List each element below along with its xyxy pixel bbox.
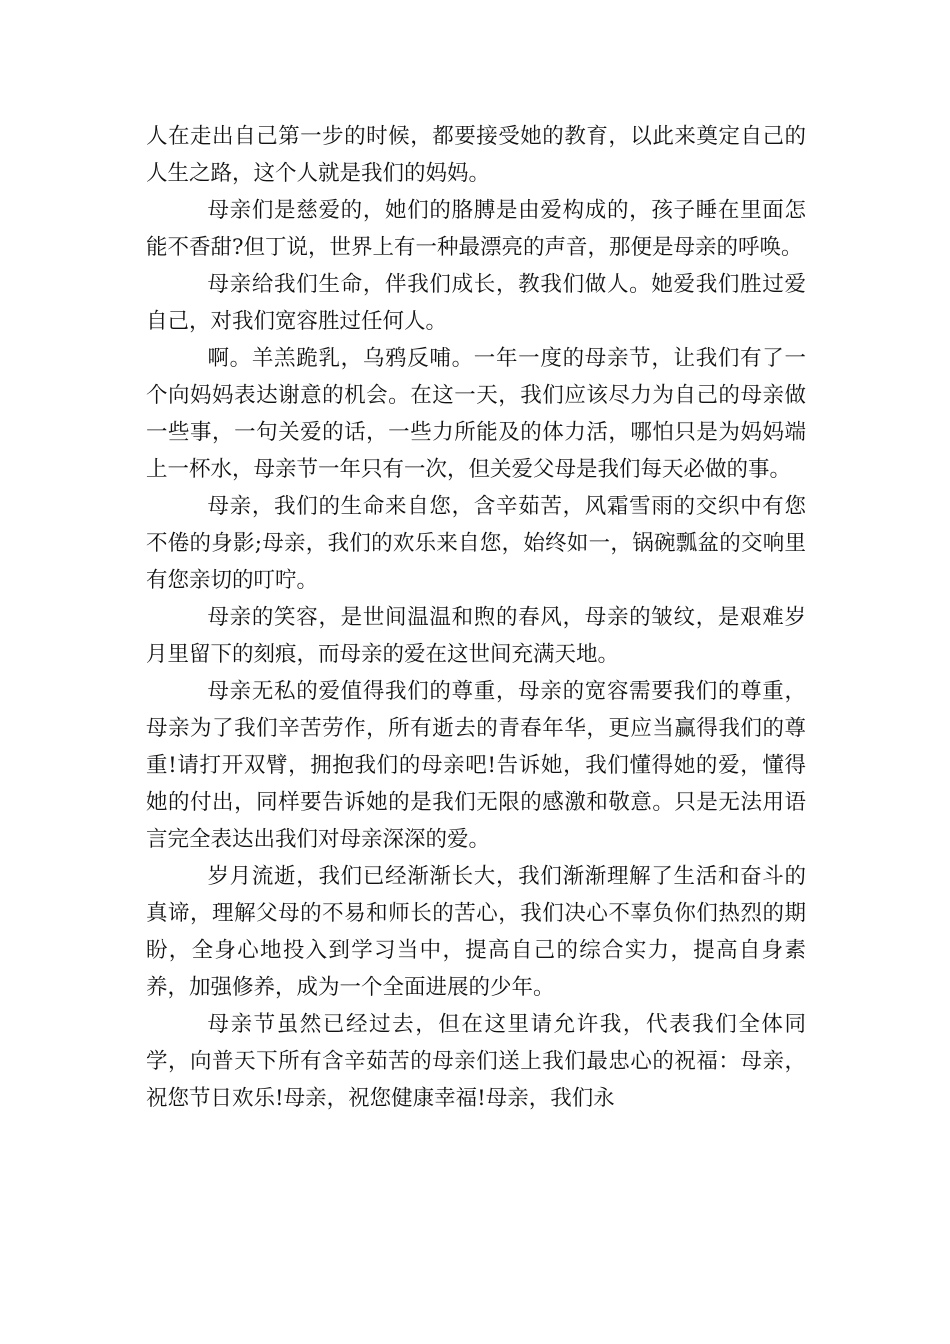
paragraph-6: 母亲的笑容，是世间温温和煦的春风，母亲的皱纹，是艰难岁月里留下的刻痕，而母亲的爱在这世间充满天地。 (146, 605, 806, 667)
paragraph-8: 岁月流逝，我们已经渐渐长大，我们渐渐理解了生活和奋斗的真谛，理解父母的不易和师长的苦心，我们决心不辜负你们热烈的期盼，全身心地投入到学习当中，提高自己的综合实力，提高自身素养，加强修养，成为一个全面进展的少年。 (146, 864, 806, 1000)
paragraph-5: 母亲，我们的生命来自您，含辛茹苦，风霜雪雨的交织中有您不倦的身影;母亲，我们的欢乐来自您，始终如一，锅碗瓢盆的交响里有您亲切的叮咛。 (146, 494, 806, 593)
paragraph-2: 母亲们是慈爱的，她们的胳膊是由爱构成的，孩子睡在里面怎能不香甜?但丁说，世界上有一种最漂亮的声音，那便是母亲的呼唤。 (146, 198, 806, 260)
paragraph-3: 母亲给我们生命，伴我们成长，教我们做人。她爱我们胜过爱自己，对我们宽容胜过任何人。 (146, 272, 806, 334)
paragraph-9: 母亲节虽然已经过去，但在这里请允许我，代表我们全体同学，向普天下所有含辛茹苦的母亲们送上我们最忠心的祝福：母亲，祝您节日欢乐!母亲，祝您健康幸福!母亲，我们永 (146, 1012, 806, 1111)
document-body (146, 118, 806, 1117)
paragraph-1: 人在走出自己第一步的时候，都要接受她的教育，以此来奠定自己的人生之路，这个人就是我们的妈妈。 (146, 124, 806, 186)
paragraph-4: 啊。羊羔跪乳，乌鸦反哺。一年一度的母亲节，让我们有了一个向妈妈表达谢意的机会。在这一天，我们应该尽力为自己的母亲做一些事，一句关爱的话，一些力所能及的体力活，哪怕只是为妈妈端上一杯水，母亲节一年只有一次，但关爱父母是我们每天必做的事。 (146, 346, 806, 482)
paragraph-7: 母亲无私的爱值得我们的尊重，母亲的宽容需要我们的尊重，母亲为了我们辛苦劳作，所有逝去的青春年华，更应当赢得我们的尊重!请打开双臂，拥抱我们的母亲吧!告诉她，我们懂得她的爱，懂得她的付出，同样要告诉她的是我们无限的感激和敬意。只是无法用语言完全表达出我们对母亲深深的爱。 (146, 679, 806, 852)
